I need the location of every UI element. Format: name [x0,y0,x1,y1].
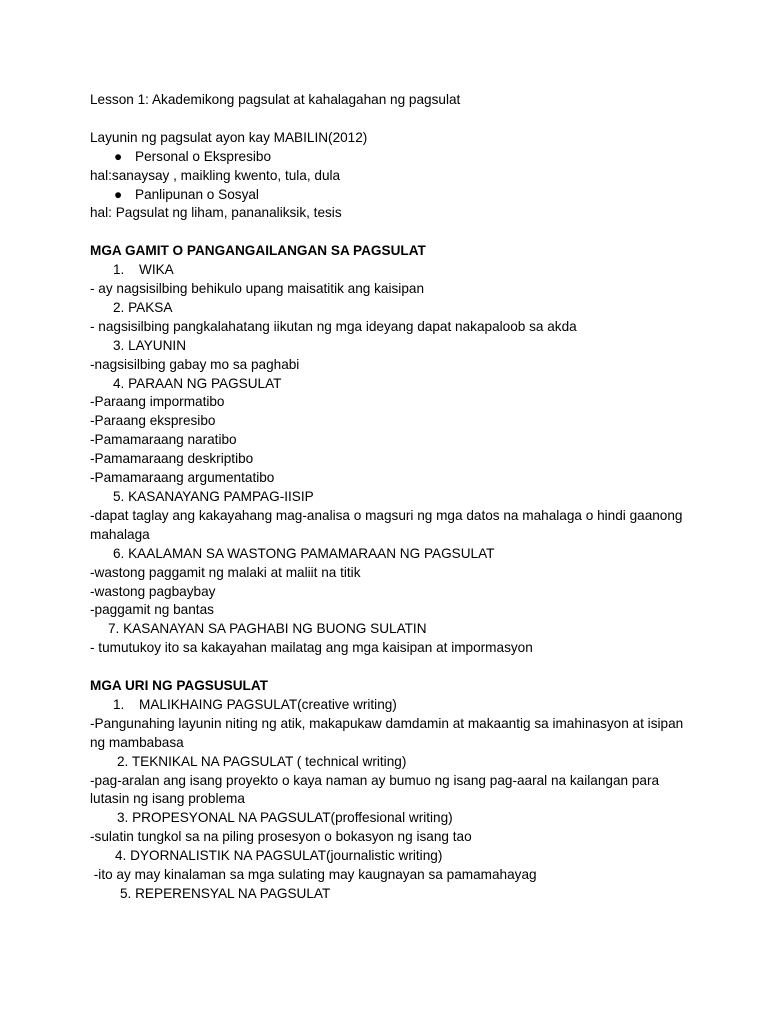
item-number: 1. [113,696,125,712]
item-description: -sulatin tungkol sa na piling prosesyon o bokasyon ng isang tao [90,829,472,845]
list-line: -Paraang impormatibo [90,394,225,410]
bullet-dot-icon: ● [114,186,123,202]
numbered-item [90,696,690,715]
numbered-item: 2. TEKNIKAL NA PAGSULAT ( technical writing) [117,753,407,769]
item-description: -pag-aralan ang isang proyekto o kaya naman ay bumuo ng isang pag-aaral na kailangan para lutasin ng isang problema [90,772,660,807]
bullet-example: hal:sanaysay , maikling kwento, tula, dula [90,167,341,183]
numbered-item: 3. LAYUNIN [113,337,187,353]
numbered-item: 7. KASANAYAN SA PAGHABI NG BUONG SULATIN [108,621,427,637]
numbered-item: 5. KASANAYANG PAMPAG-IISIP [113,489,314,504]
numbered-item: 4. PARAAN NG PAGSULAT [113,375,282,391]
section-heading: MGA URI NG PAGSUSULAT [90,678,268,694]
numbered-item [90,261,690,280]
blank-line [90,110,690,129]
bullet-item [90,186,690,205]
bullet-dot-icon: ● [114,148,123,164]
blank-line [90,223,690,242]
list-line: -Pamamaraang deskriptibo [90,451,254,467]
numbered-item: 3. PROPESYONAL NA PAGSULAT(proffesional writing) [117,810,453,826]
item-description: - ay nagsisilbing behikulo upang maisatitik ang kaisipan [90,281,425,297]
list-line: -Pamamaraang argumentatibo [90,470,275,486]
blank-line [90,658,690,677]
bullet-text: Personal o Ekspresibo [135,148,272,164]
item-description: -dapat taglay ang kakayahang mag-analisa o magsuri ng mga datos na mahalaga o hindi gaanong mahalaga [90,507,683,542]
list-line: -paggamit ng bantas [90,602,214,618]
item-description: - nagsisilbing pangkalahatang iikutan ng mga ideyang dapat nakapaloob sa akda [90,318,577,334]
bullet-example: hal: Pagsulat ng liham, pananaliksik, tesis [90,205,342,221]
item-label: MALIKHAING PAGSULAT(creative writing) [139,696,397,712]
numbered-item: 2. PAKSA [113,299,173,315]
lesson-title: Lesson 1: Akademikong pagsulat at kahalagahan ng pagsulat [90,92,461,107]
numbered-item: 4. DYORNALISTIK NA PAGSULAT(journalistic writing) [115,848,443,864]
item-number: 1. [113,262,125,278]
item-label: WIKA [139,262,174,278]
list-line: -wastong paggamit ng malaki at maliit na titik [90,564,361,580]
numbered-item: 5. REPERENSYAL NA PAGSULAT [120,886,331,902]
item-description: -nagsisilbing gabay mo sa paghabi [90,356,300,372]
bullet-text: Panlipunan o Sosyal [135,186,259,202]
list-line: -Paraang ekspresibo [90,413,216,429]
item-description: -Pangunahing layunin niting ng atik, makapukaw damdamin at makaantig sa imahinasyon at isipan ng mambabasa [90,715,684,750]
list-line: -Pamamaraang naratibo [90,432,237,448]
numbered-item: 6. KAALAMAN SA WASTONG PAMAMARAAN NG PAGSULAT [113,545,495,561]
document-body [90,91,690,904]
bullet-item [90,148,690,167]
item-description: - tumutukoy ito sa kakayahan mailatag ang mga kaisipan at impormasyon [90,640,533,656]
list-line: -wastong pagbaybay [90,583,216,599]
section-heading: MGA GAMIT O PANGANGAILANGAN SA PAGSULAT [90,243,426,259]
item-description: -ito ay may kinalaman sa mga sulating may kaugnayan sa pamamahayag [90,867,537,883]
layunin-intro: Layunin ng pagsulat ayon kay MABILIN(2012) [90,129,368,145]
